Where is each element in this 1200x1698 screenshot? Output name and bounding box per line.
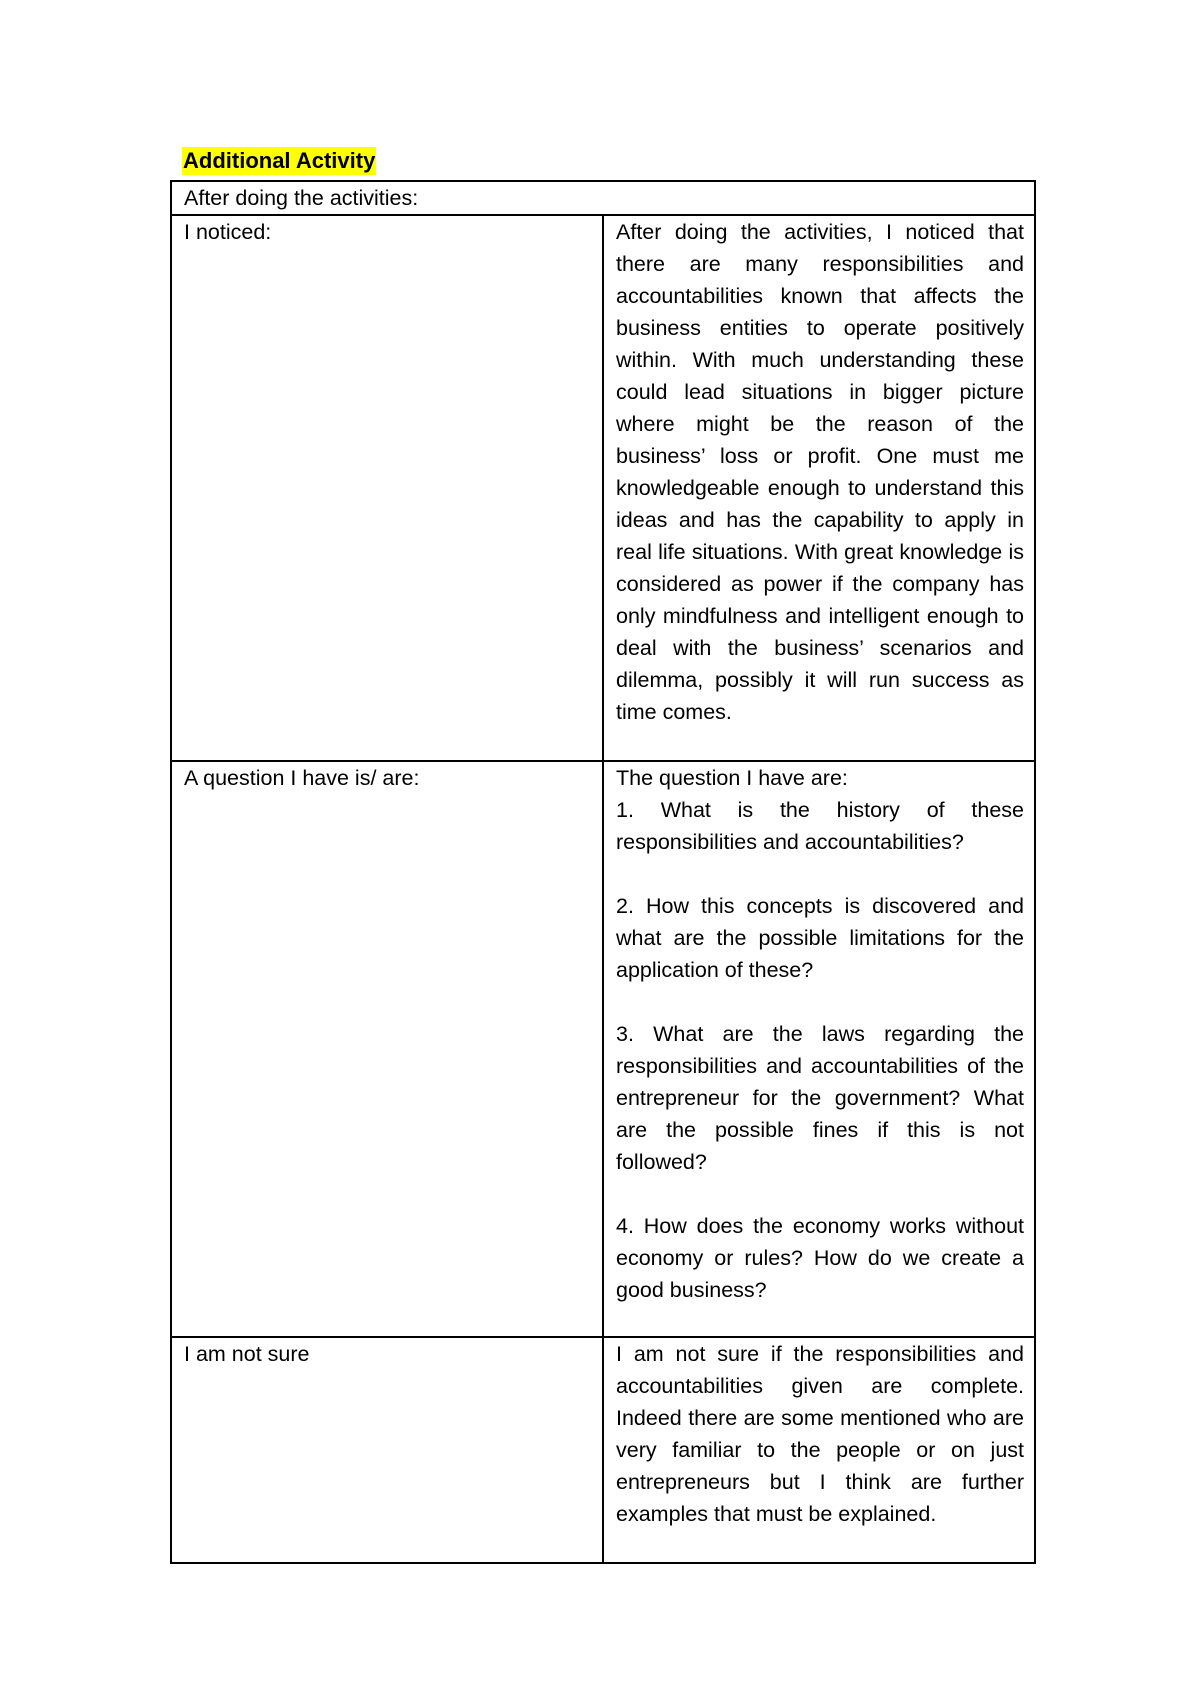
table-header-row xyxy=(171,181,1035,215)
table-row-noticed xyxy=(171,215,1035,761)
row-label-noticed: I noticed: xyxy=(171,215,603,761)
question-intro: The question I have are: xyxy=(616,766,848,790)
row-label-not-sure: I am not sure xyxy=(171,1337,603,1563)
question-item-4: 4. How does the economy works without economy or rules? How do we create a good business? xyxy=(616,1214,1024,1302)
row-content-noticed xyxy=(603,215,1035,761)
question-item-2: 2. How this concepts is discovered and what are the possible limitations for the application of these? xyxy=(616,894,1024,982)
row-content-not-sure xyxy=(603,1337,1035,1563)
heading-additional-activity: Additional Activity xyxy=(183,148,376,173)
activity-table xyxy=(170,180,1036,1564)
question-item-3: 3. What are the laws regarding the responsibilities and accountabilities of the entrepreneur for the government? What are the possible fines if this is not followed? xyxy=(616,1022,1024,1174)
table-header-cell: After doing the activities: xyxy=(171,181,1035,215)
table-row-question xyxy=(171,761,1035,1337)
row-content-question xyxy=(603,761,1035,1337)
noticed-paragraph: After doing the activities, I noticed that there are many responsibilities and accountabilities known that affects the business entities to operate positively within. With much understanding these could lead situations in bigger picture where might be the reason of the business’ loss or profit. One must me knowledgeable enough to understand this ideas and has the capability to apply in real life situations. With great knowledge is considered as power if the company has only mindfulness and intelligent enough to deal with the business’ scenarios and dilemma, possibly it will run success as time comes. xyxy=(616,220,1024,724)
question-item-1: 1. What is the history of these responsibilities and accountabilities? xyxy=(616,798,1024,854)
not-sure-paragraph: I am not sure if the responsibilities and accountabilities given are complete. Indeed there are some mentioned who are very familiar to the people or on just entrepreneurs but I think are further examples that must be explained. xyxy=(616,1342,1024,1526)
table-row-not-sure xyxy=(171,1337,1035,1563)
row-label-question: A question I have is/ are: xyxy=(171,761,603,1337)
